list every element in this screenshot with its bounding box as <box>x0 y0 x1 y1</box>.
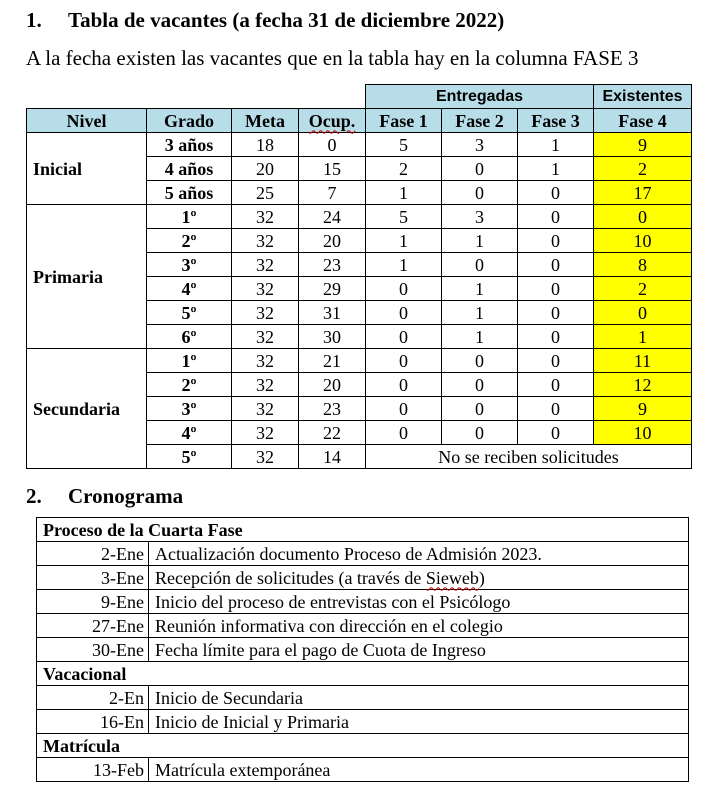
schedule-section-title: Vacacional <box>37 662 689 686</box>
meta-cell: 25 <box>232 181 299 205</box>
f1-cell: 2 <box>366 157 442 181</box>
section-2-title: Cronograma <box>68 484 184 508</box>
meta-cell: 32 <box>232 373 299 397</box>
column-header: Meta <box>232 109 299 133</box>
table-row <box>27 205 692 229</box>
ocup-cell: 14 <box>299 445 366 469</box>
f4-cell: 12 <box>594 373 692 397</box>
f2-cell: 3 <box>442 133 518 157</box>
column-header: Nivel <box>27 109 147 133</box>
f3-cell: 0 <box>518 301 594 325</box>
column-header-row <box>27 109 692 133</box>
f4-cell: 8 <box>594 253 692 277</box>
schedule-date: 30-Ene <box>37 638 149 662</box>
f3-cell: 0 <box>518 277 594 301</box>
f4-cell: 9 <box>594 397 692 421</box>
f2-cell: 0 <box>442 373 518 397</box>
vacancies-table <box>26 84 692 469</box>
f2-cell: 3 <box>442 205 518 229</box>
section-2-heading <box>26 484 183 509</box>
schedule-date: 16-En <box>37 710 149 734</box>
f1-cell: 5 <box>366 133 442 157</box>
f2-cell: 1 <box>442 277 518 301</box>
table-row <box>27 133 692 157</box>
f4-cell: 2 <box>594 157 692 181</box>
f3-cell: 0 <box>518 253 594 277</box>
schedule-date: 27-Ene <box>37 614 149 638</box>
grade-cell: 1º <box>147 349 232 373</box>
schedule-text: Fecha límite para el pago de Cuota de Ingreso <box>149 638 689 662</box>
section-1-title: Tabla de vacantes (a fecha 31 de diciembre 2022) <box>68 8 505 32</box>
f3-cell: 0 <box>518 229 594 253</box>
f1-cell: 0 <box>366 277 442 301</box>
section-1-intro: A la fecha existen las vacantes que en la tabla hay en la columna FASE 3 <box>26 46 639 70</box>
f2-cell: 1 <box>442 229 518 253</box>
f3-cell: 1 <box>518 133 594 157</box>
meta-cell: 32 <box>232 277 299 301</box>
schedule-item-row <box>37 590 689 614</box>
f2-cell: 1 <box>442 301 518 325</box>
schedule-table <box>36 517 689 782</box>
level-name: Primaria <box>27 205 147 349</box>
f1-cell: 1 <box>366 181 442 205</box>
section-2-number: 2. <box>26 484 42 508</box>
grade-cell: 5 años <box>147 181 232 205</box>
ocup-cell: 0 <box>299 133 366 157</box>
level-name: Inicial <box>27 133 147 205</box>
meta-cell: 32 <box>232 253 299 277</box>
f4-cell: 10 <box>594 421 692 445</box>
f2-cell: 0 <box>442 157 518 181</box>
f2-cell: 0 <box>442 397 518 421</box>
grade-cell: 2º <box>147 373 232 397</box>
schedule-date: 9-Ene <box>37 590 149 614</box>
ocup-cell: 24 <box>299 205 366 229</box>
f4-cell: 1 <box>594 325 692 349</box>
table-row <box>27 349 692 373</box>
ocup-cell: 23 <box>299 253 366 277</box>
f4-cell: 11 <box>594 349 692 373</box>
f4-cell: 0 <box>594 301 692 325</box>
schedule-text: Inicio de Inicial y Primaria <box>149 710 689 734</box>
schedule-date: 2-En <box>37 686 149 710</box>
schedule-section-row <box>37 662 689 686</box>
schedule-text: Actualización documento Proceso de Admisión 2023. <box>149 542 689 566</box>
f3-cell: 0 <box>518 421 594 445</box>
meta-cell: 32 <box>232 397 299 421</box>
schedule-text: Recepción de solicitudes (a través de Sieweb) <box>149 566 689 590</box>
schedule-item-row <box>37 614 689 638</box>
section-1-number: 1. <box>26 8 42 32</box>
schedule-item-row <box>37 566 689 590</box>
group-header-row <box>27 85 692 109</box>
ocup-cell: 20 <box>299 229 366 253</box>
schedule-text: Reunión informativa con dirección en el colegio <box>149 614 689 638</box>
meta-cell: 32 <box>232 205 299 229</box>
meta-cell: 32 <box>232 445 299 469</box>
column-header: Grado <box>147 109 232 133</box>
schedule-item-row <box>37 710 689 734</box>
f3-cell: 0 <box>518 349 594 373</box>
meta-cell: 32 <box>232 421 299 445</box>
meta-cell: 32 <box>232 325 299 349</box>
meta-cell: 32 <box>232 301 299 325</box>
f4-cell: 10 <box>594 229 692 253</box>
f1-cell: 0 <box>366 301 442 325</box>
schedule-text: Matrícula extemporánea <box>149 758 689 782</box>
level-name: Secundaria <box>27 349 147 469</box>
meta-cell: 18 <box>232 133 299 157</box>
f4-cell: 9 <box>594 133 692 157</box>
f3-cell: 0 <box>518 205 594 229</box>
schedule-date: 2-Ene <box>37 542 149 566</box>
f1-cell: 5 <box>366 205 442 229</box>
section-1-heading <box>26 8 504 33</box>
schedule-section-title: Matrícula <box>37 734 689 758</box>
schedule-item-row <box>37 542 689 566</box>
f2-cell: 0 <box>442 349 518 373</box>
ocup-cell: 15 <box>299 157 366 181</box>
f2-cell: 0 <box>442 253 518 277</box>
f4-cell: 2 <box>594 277 692 301</box>
schedule-section-row <box>37 734 689 758</box>
schedule-date: 3-Ene <box>37 566 149 590</box>
column-header: Fase 3 <box>518 109 594 133</box>
f1-cell: 0 <box>366 349 442 373</box>
grade-cell: 3º <box>147 397 232 421</box>
schedule-section-row <box>37 518 689 542</box>
grade-cell: 1º <box>147 205 232 229</box>
blank-cell <box>27 85 366 109</box>
f1-cell: 0 <box>366 325 442 349</box>
grade-cell: 3 años <box>147 133 232 157</box>
grade-cell: 5º <box>147 301 232 325</box>
grade-cell: 3º <box>147 253 232 277</box>
ocup-cell: 7 <box>299 181 366 205</box>
meta-cell: 32 <box>232 229 299 253</box>
grade-cell: 4º <box>147 421 232 445</box>
column-header: Fase 4 <box>594 109 692 133</box>
grade-cell: 4 años <box>147 157 232 181</box>
ocup-cell: 31 <box>299 301 366 325</box>
f1-cell: 0 <box>366 373 442 397</box>
schedule-item-row <box>37 638 689 662</box>
group-header-entregadas: Entregadas <box>366 85 594 109</box>
meta-cell: 32 <box>232 349 299 373</box>
schedule-text: Inicio de Secundaria <box>149 686 689 710</box>
f1-cell: 0 <box>366 421 442 445</box>
meta-cell: 20 <box>232 157 299 181</box>
f3-cell: 0 <box>518 181 594 205</box>
f3-cell: 0 <box>518 373 594 397</box>
f3-cell: 1 <box>518 157 594 181</box>
group-header-existentes: Existentes <box>594 85 692 109</box>
f1-cell: 1 <box>366 229 442 253</box>
no-requests-note: No se reciben solicitudes <box>366 445 692 469</box>
ocup-cell: 22 <box>299 421 366 445</box>
ocup-cell: 30 <box>299 325 366 349</box>
schedule-date: 13-Feb <box>37 758 149 782</box>
f2-cell: 1 <box>442 325 518 349</box>
grade-cell: 4º <box>147 277 232 301</box>
ocup-cell: 23 <box>299 397 366 421</box>
f1-cell: 0 <box>366 397 442 421</box>
f2-cell: 0 <box>442 181 518 205</box>
ocup-cell: 20 <box>299 373 366 397</box>
f3-cell: 0 <box>518 325 594 349</box>
grade-cell: 6º <box>147 325 232 349</box>
f1-cell: 1 <box>366 253 442 277</box>
column-header: Fase 1 <box>366 109 442 133</box>
f4-cell: 0 <box>594 205 692 229</box>
column-header: Ocup. <box>299 109 366 133</box>
schedule-item-row <box>37 758 689 782</box>
schedule-text: Inicio del proceso de entrevistas con el Psicólogo <box>149 590 689 614</box>
schedule-item-row <box>37 686 689 710</box>
f3-cell: 0 <box>518 397 594 421</box>
ocup-cell: 29 <box>299 277 366 301</box>
grade-cell: 5º <box>147 445 232 469</box>
schedule-section-title: Proceso de la Cuarta Fase <box>37 518 689 542</box>
f4-cell: 17 <box>594 181 692 205</box>
f2-cell: 0 <box>442 421 518 445</box>
grade-cell: 2º <box>147 229 232 253</box>
sieweb-word: Sieweb <box>425 567 479 588</box>
column-header: Fase 2 <box>442 109 518 133</box>
ocup-cell: 21 <box>299 349 366 373</box>
